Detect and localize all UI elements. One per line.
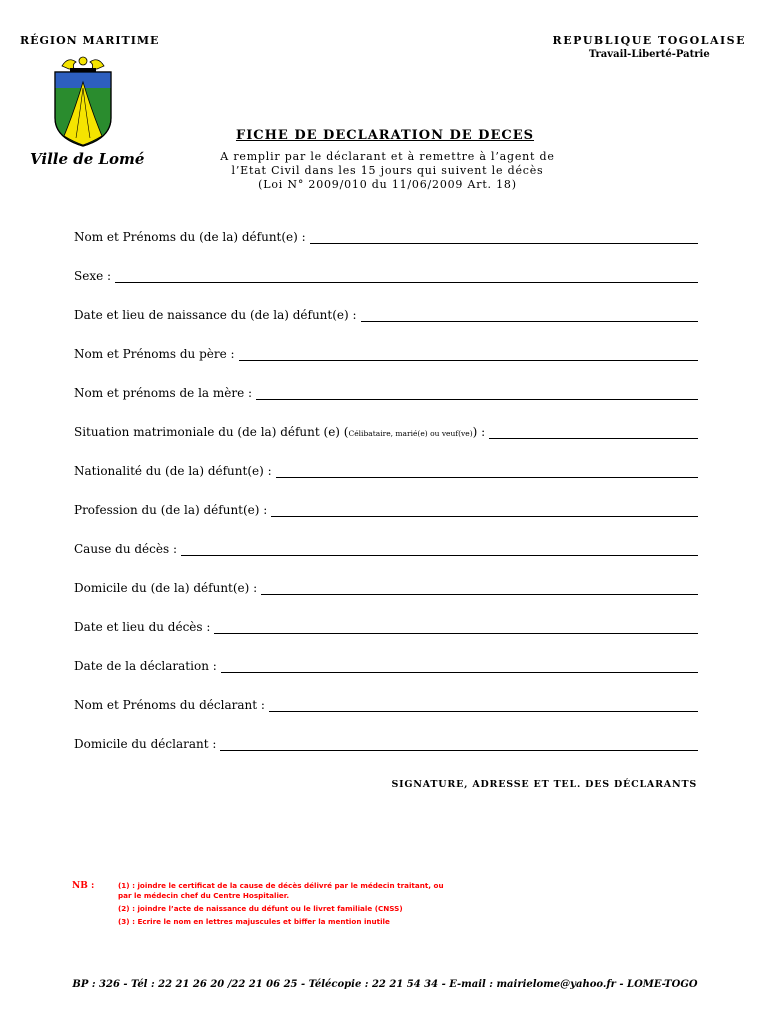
field-declarant-address [74,737,698,751]
note-item: (3) : Ecrire le nom en lettres majuscules et biffer la mention inutile [118,917,390,926]
city-name-label: Ville de Lomé [30,150,145,168]
note-item: (1) : joindre le certificat de la cause de décès délivré par le médecin traitant, ou par le médecin chef du Centre Hospitalier. [118,881,444,900]
field-label: Nom et Prénoms du père : [74,347,235,361]
field-label: Nom et prénoms de la mère : [74,386,253,400]
field-profession [74,503,698,517]
subtitle-line: (Loi N° 2009/010 du 11/06/2009 Art. 18) [258,178,517,191]
note-item: (2) : joindre l’acte de naissance du défunt ou le livret familiale (CNSS) [118,904,403,913]
field-birth-date-place-input[interactable] [361,311,698,322]
republic-label: REPUBLIQUE TOGOLAISE [552,34,746,47]
field-label: Nationalité du (de la) défunt(e) : [74,464,272,478]
field-deceased-name [74,230,698,244]
field-sex [74,269,698,283]
signature-label: SIGNATURE, ADRESSE ET TEL. DES DÉCLARANTS [391,779,697,790]
field-deceased-address-input[interactable] [261,584,698,595]
region-label: RÉGION MARITIME [20,34,160,47]
form-title: FICHE DE DECLARATION DE DECES [235,128,535,143]
form-subtitle [190,150,585,192]
field-label: Date et lieu de naissance du (de la) défunt(e) : [74,308,357,322]
field-cause-of-death-input[interactable] [181,545,698,556]
footer-contact: BP : 326 - Tél : 22 21 26 20 /22 21 06 25 - Télécopie : 22 21 54 34 - E-mail : mairielome@yahoo.fr - LOME-TOGO [72,979,698,990]
crest-birds [62,57,104,72]
field-declaration-date-input[interactable] [221,662,698,673]
field-father-name [74,347,698,361]
field-label-note: Célibataire, marié(e) ou veuf(ve) [348,429,473,438]
field-nationality [74,464,698,478]
field-death-date-place [74,620,698,634]
field-label [74,425,485,439]
republic-header [553,34,746,60]
nb-label: NB : [72,881,95,891]
field-deceased-address [74,581,698,595]
field-label: Domicile du déclarant : [74,737,217,751]
motto-label: Travail-Liberté-Patrie [588,49,710,60]
field-mother-name-input[interactable] [256,389,698,400]
subtitle-line: l’Etat Civil dans les 15 jours qui suivent le décès [231,164,544,177]
field-mother-name [74,386,698,400]
field-label: Date de la déclaration : [74,659,217,673]
field-father-name-input[interactable] [239,350,698,361]
field-death-date-place-input[interactable] [214,623,698,634]
field-marital-status [74,425,698,439]
field-label-end: ) : [472,425,486,439]
field-label-start: Situation matrimoniale du (de la) défunt (e) ( [74,425,349,439]
field-nationality-input[interactable] [276,467,698,478]
field-marital-status-input[interactable] [489,428,698,439]
field-label: Nom et Prénoms du (de la) défunt(e) : [74,230,306,244]
field-cause-of-death [74,542,698,556]
field-declarant-name [74,698,698,712]
field-sex-input[interactable] [115,272,698,283]
field-declaration-date [74,659,698,673]
field-label: Profession du (de la) défunt(e) : [74,503,268,517]
field-profession-input[interactable] [271,506,698,517]
field-declarant-address-input[interactable] [220,740,698,751]
field-label: Cause du décès : [74,542,177,556]
field-deceased-name-input[interactable] [310,233,698,244]
form-title-wrap [0,124,770,143]
notes-list [118,881,458,930]
field-declarant-name-input[interactable] [269,701,698,712]
subtitle-line: A remplir par le déclarant et à remettre à l’agent de [220,150,555,163]
field-birth-date-place [74,308,698,322]
field-label: Sexe : [74,269,112,283]
field-label: Nom et Prénoms du déclarant : [74,698,265,712]
field-label: Date et lieu du décès : [74,620,211,634]
field-label: Domicile du (de la) défunt(e) : [74,581,258,595]
